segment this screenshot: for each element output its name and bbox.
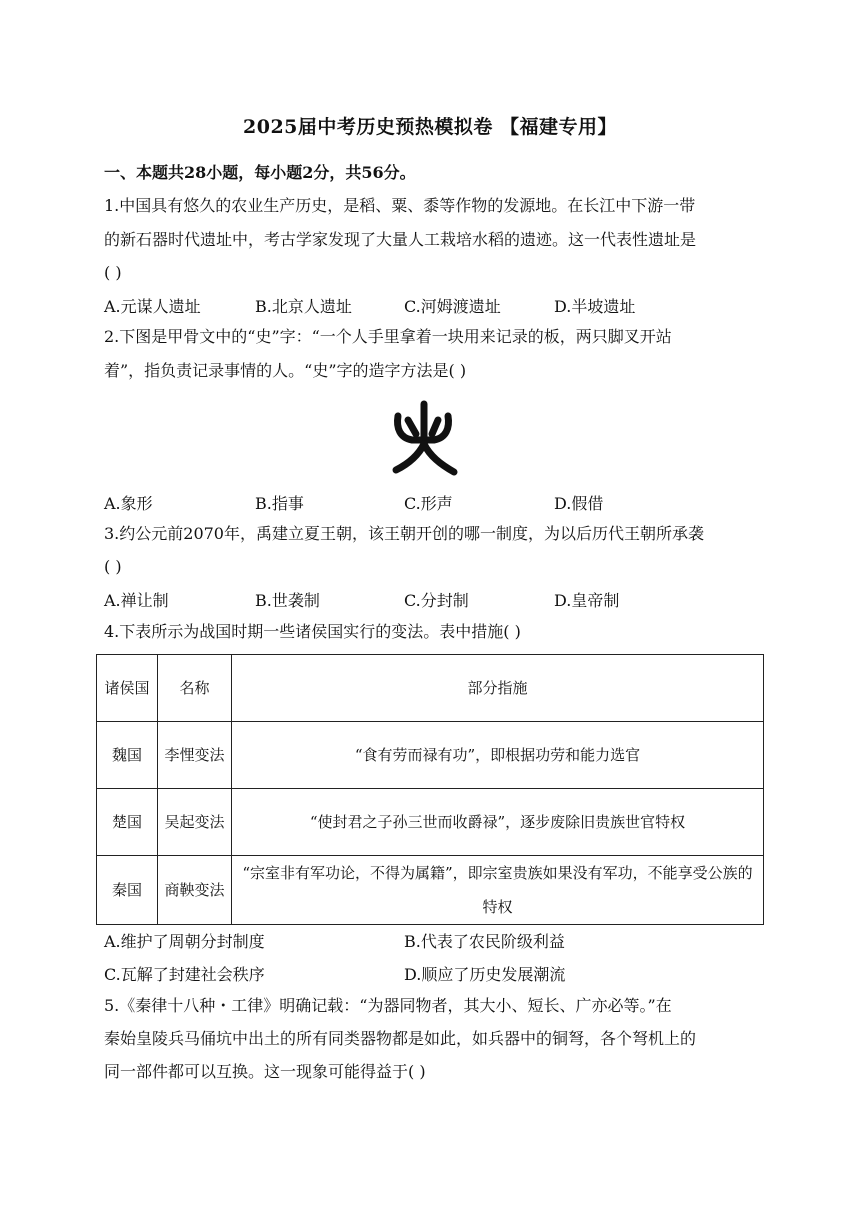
table-header-row [97, 655, 764, 722]
q5-line-1: 5.《秦律十八种・工律》明确记载：“为器同物者，其大小、短长、广亦必等。”在 [104, 996, 672, 1015]
q4-line-1: 4.下表所示为战国时期一些诸侯国实行的变法。表中措施( ) [104, 622, 521, 641]
q4-option-a[interactable]: A.维护了周朝分封制度 [104, 932, 265, 951]
q3-option-b[interactable]: B.世袭制 [255, 591, 320, 610]
q1-line-2: 的新石器时代遗址中，考古学家发现了大量人工栽培水稻的遗迹。这一代表性遗址是 [104, 230, 697, 249]
q3-option-a[interactable]: A.禅让制 [104, 591, 169, 610]
q2-option-a[interactable]: A.象形 [104, 494, 153, 513]
q3-line-2: ( ) [104, 557, 122, 576]
cell-measure: “宗室非有军功论，不得为属籍”，即宗室贵族如果没有军功，不能享受公族的特权 [232, 856, 764, 925]
exam-title: 2025届中考历史预热模拟卷 【福建专用】 [243, 116, 617, 138]
cell-measure: “使封君之子孙三世而收爵禄”，逐步废除旧贵族世官特权 [232, 789, 764, 856]
header-state: 诸侯国 [97, 655, 158, 722]
q3-option-d[interactable]: D.皇帝制 [554, 591, 620, 610]
reform-table [96, 654, 764, 925]
table-row [97, 789, 764, 856]
cell-state: 楚国 [97, 789, 158, 856]
cell-name: 吴起变法 [158, 789, 232, 856]
q4-option-c[interactable]: C.瓦解了封建社会秩序 [104, 965, 265, 984]
cell-name: 商鞅变法 [158, 856, 232, 925]
q4-option-b[interactable]: B.代表了农民阶级利益 [404, 932, 565, 951]
oracle-bone-shi-glyph [388, 398, 460, 478]
cell-state: 魏国 [97, 722, 158, 789]
q1-option-a[interactable]: A.元谋人遗址 [104, 297, 201, 316]
table-row [97, 722, 764, 789]
cell-name: 李悝变法 [158, 722, 232, 789]
section-heading: 一、本题共28小题，每小题2分，共56分。 [104, 163, 416, 182]
q4-option-d[interactable]: D.顺应了历史发展潮流 [404, 965, 566, 984]
header-measure: 部分指施 [232, 655, 764, 722]
q1-option-b[interactable]: B.北京人遗址 [255, 297, 352, 316]
q2-option-d[interactable]: D.假借 [554, 494, 604, 513]
q3-line-1: 3.约公元前2070年，禹建立夏王朝，该王朝开创的哪一制度，为以后历代王朝所承袭 [104, 524, 704, 543]
header-name: 名称 [158, 655, 232, 722]
q2-line-1: 2.下图是甲骨文中的“史”字：“一个人手里拿着一块用来记录的板，两只脚叉开站 [104, 327, 672, 346]
cell-measure: “食有劳而禄有功”，即根据功劳和能力选官 [232, 722, 764, 789]
q1-line-1: 1.中国具有悠久的农业生产历史，是稻、粟、黍等作物的发源地。在长江中下游一带 [104, 196, 696, 215]
q1-option-d[interactable]: D.半坡遗址 [554, 297, 636, 316]
cell-state: 秦国 [97, 856, 158, 925]
table-row [97, 856, 764, 925]
q1-line-3: ( ) [104, 263, 122, 282]
q2-option-c[interactable]: C.形声 [404, 494, 453, 513]
q5-line-2: 秦始皇陵兵马俑坑中出土的所有同类器物都是如此，如兵器中的铜弩，各个弩机上的 [104, 1029, 697, 1048]
q5-line-3: 同一部件都可以互换。这一现象可能得益于( ) [104, 1062, 426, 1081]
q2-line-2: 着”，指负责记录事情的人。“史”字的造字方法是( ) [104, 361, 467, 380]
q3-option-c[interactable]: C.分封制 [404, 591, 469, 610]
q2-option-b[interactable]: B.指事 [255, 494, 304, 513]
q1-option-c[interactable]: C.河姆渡遗址 [404, 297, 501, 316]
